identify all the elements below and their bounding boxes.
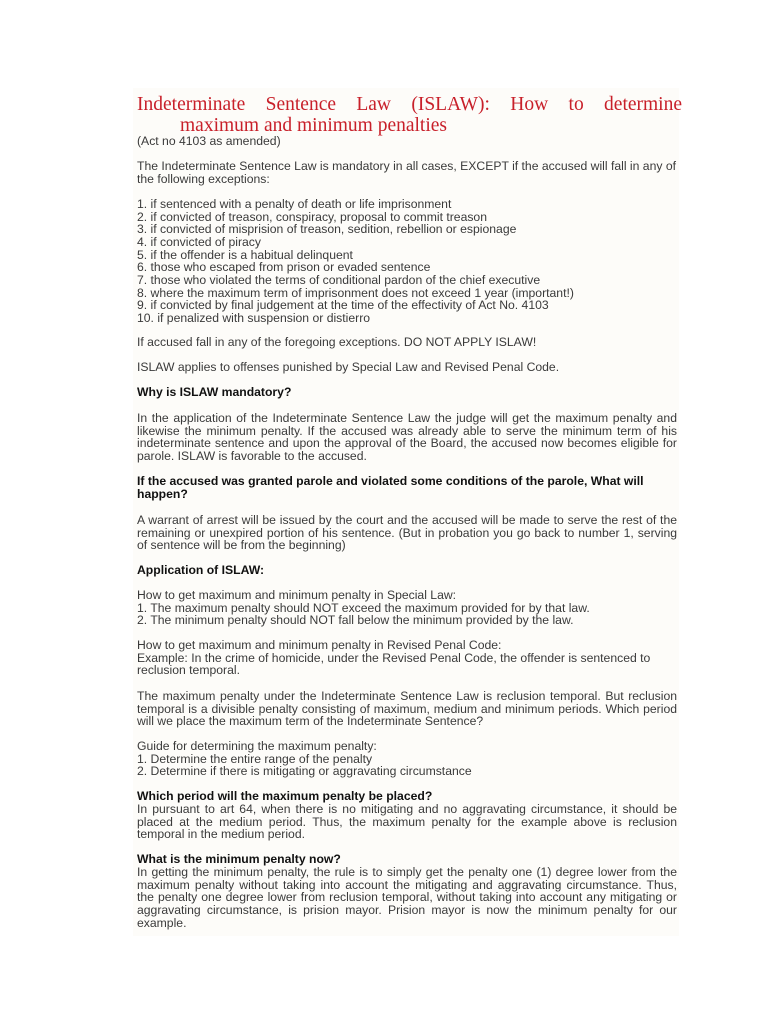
applies-paragraph: ISLAW applies to offenses punished by Special Law and Revised Penal Code. (137, 360, 560, 374)
special-law-heading: How to get maximum and minimum penalty in Special Law: (137, 588, 457, 602)
max-paragraph: The maximum penalty under the Indeterminate Sentence Law is reclusion temporal. But reclusion temporal is a divisible penalty consisting of maximum, medium and minimum periods. Which period will we place the maximum term of the Indeterminate Sentence? (137, 689, 677, 729)
list-item: 10. if penalized with suspension or distierro (137, 310, 371, 325)
list-item: 1. if sentenced with a penalty of death or life imprisonment (137, 197, 452, 211)
rpc-example: Example: In the crime of homicide, under the Revised Penal Code, the offender is sentenced to reclusion temporal. (137, 650, 651, 678)
list-item: 4. if convicted of piracy (137, 234, 261, 249)
page-title (137, 94, 682, 136)
list-item: 6. those who escaped from prison or evaded sentence (137, 260, 431, 275)
parole-paragraph: A warrant of arrest will be issued by the court and the accused will be made to serve the rest of the remaining or unexpired portion of his sentence. (But in probation you go back to number 1, serving of sentence will be from the beginning) (137, 513, 677, 553)
heading-application: Application of ISLAW: (137, 563, 265, 577)
intro-paragraph: The Indeterminate Sentence Law is mandatory in all cases, EXCEPT if the accused will fall in any of the following exceptions: (137, 159, 677, 186)
guide-section (137, 740, 677, 778)
why-paragraph: In the application of the Indeterminate Sentence Law the judge will get the maximum penalty and likewise the minimum penalty. If the accused was already able to serve the minimum term of his indeterminate sentence and upon the approval of the Board, the accused now becomes eligible for parole. ISLAW is favorable to the accused. (137, 411, 677, 463)
period-paragraph: In pursuant to art 64, when there is no mitigating and no aggravating circumstance, it should be placed at the medium period. Thus, the maximum penalty for the example above is reclusion temporal in the medium period. (137, 802, 677, 842)
guide-heading: Guide for determining the maximum penalty: (137, 739, 377, 753)
heading-period: Which period will the maximum penalty be placed? (137, 789, 433, 803)
subtitle: (Act no 4103 as amended) (137, 134, 281, 148)
list-item: 9. if convicted by final judgement at the time of the effectivity of Act No. 4103 (137, 298, 549, 313)
special-law-section (137, 589, 677, 627)
minimum-paragraph: In getting the minimum penalty, the rule is to simply get the penalty one (1) degree lower from the maximum penalty without taking into account the mitigating and aggravating circumstance. Thus, the penalty one degree lower from reclusion temporal, without taking into account any mitigating or aggravating circumstance, is prision mayor. Prision mayor is now the minimum penalty for our example. (137, 865, 677, 930)
heading-why: Why is ISLAW mandatory? (137, 385, 292, 399)
list-item: 2. if convicted of treason, conspiracy, proposal to commit treason (137, 209, 487, 224)
title-line-2: maximum and minimum penalties (180, 115, 448, 136)
heading-minimum: What is the minimum penalty now? (137, 852, 341, 866)
list-item: 7. those who violated the terms of conditional pardon of the chief executive (137, 272, 541, 287)
list-item: 1. Determine the entire range of the penalty (137, 751, 373, 766)
list-item: 2. Determine if there is mitigating or aggravating circumstance (137, 764, 472, 779)
list-item: 1. The maximum penalty should NOT exceed the maximum provided for by that law. (137, 600, 590, 615)
heading-parole: If the accused was granted parole and violated some conditions of the parole, What will happen? (137, 474, 644, 501)
list-item: 3. if convicted of misprision of treason, sedition, rebellion or espionage (137, 222, 517, 237)
list-item: 5. if the offender is a habitual delinquent (137, 247, 353, 262)
list-item: 8. where the maximum term of imprisonment does not exceed 1 year (important!) (137, 285, 574, 300)
title-line-1: Indeterminate Sentence Law (ISLAW): How to determine (137, 94, 682, 115)
foregoing-paragraph: If accused fall in any of the foregoing exceptions. DO NOT APPLY ISLAW! (137, 335, 537, 349)
rpc-heading: How to get maximum and minimum penalty in Revised Penal Code: (137, 638, 502, 652)
exceptions-list (137, 198, 677, 325)
rpc-section (137, 639, 677, 677)
list-item: 2. The minimum penalty should NOT fall below the minimum provided by the law. (137, 613, 574, 628)
